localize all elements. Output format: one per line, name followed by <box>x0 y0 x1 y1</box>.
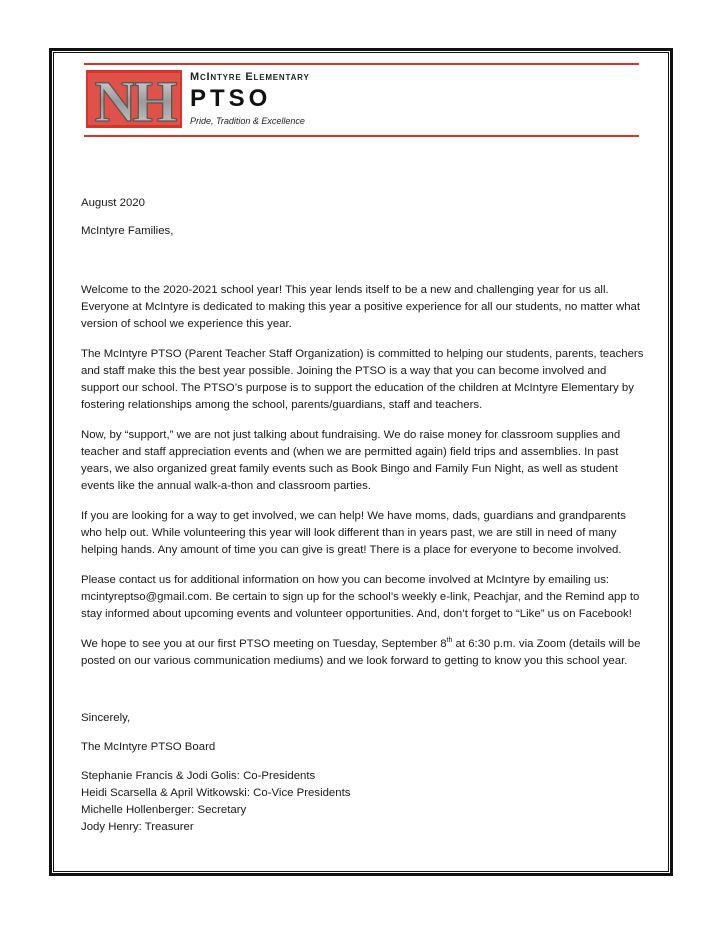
header-top-rule <box>84 63 639 65</box>
officer-line: Michelle Hollenberger: Secretary <box>81 804 247 816</box>
school-name: McIntyre Elementary <box>190 71 310 83</box>
header-bottom-rule <box>84 135 639 137</box>
officer-line: Jody Henry: Treasurer <box>81 821 194 833</box>
paragraph-ptso-intro: The McIntyre PTSO (Parent Teacher Staff Organization) is committed to helping our students, parents, teachers and staff make this the best year possible. Joining the PTSO is a way that you can become involved and support our school. The PTSO’s purpose is to support the education of the children at McIntyre Elementary by fostering relationships among the school, parents/guardians, staff and teachers. <box>81 348 644 411</box>
letter-date: August 2020 <box>81 197 145 209</box>
meeting-text-end: at 6:30 p.m. via Zoom (details will be posted on our various communication mediums) and we look forward to getting to know you this school year. <box>81 638 641 667</box>
nh-logo <box>86 70 182 128</box>
paragraph-contact: Please contact us for additional information on how you can become involved at McIntyre by emailing us: mcintyreptso@gmail.com. Be certain to sign up for the school’s weekly e-link, Peachjar, and the Remind app to stay informed about upcoming events and volunteer opportunities. And, don’t forget to “Like” us on Facebook! <box>81 574 640 620</box>
officer-line: Stephanie Francis & Jodi Golis: Co-Presidents <box>81 770 316 782</box>
paragraph-meeting <box>81 636 647 670</box>
officer-line: Heidi Scarsella & April Witkowski: Co-Vice Presidents <box>81 787 351 799</box>
letter-signature: The McIntyre PTSO Board <box>81 741 216 753</box>
logo-letters: NH <box>94 70 174 128</box>
tagline: Pride, Tradition & Excellence <box>190 116 305 126</box>
paragraph-get-involved: If you are looking for a way to get involved, we can help! We have moms, dads, guardians and grandparents who help out. While volunteering this year will look different than in years past, we are still in need of many helping hands. Any amount of time you can give is great! There is a place for everyone to become involved. <box>81 510 626 556</box>
meeting-date-suffix: th <box>446 637 453 645</box>
meeting-text-start: We hope to see you at our first PTSO meeting on Tuesday, September 8 <box>81 638 447 650</box>
paragraph-support: Now, by “support,” we are not just talking about fundraising. We do raise money for classroom supplies and teacher and staff appreciation events and (when we are permitted again) field trips and assemblies. In past years, we also organized great family events such as Book Bingo and Family Fun Night, as well as student events like the annual walk-a-thon and classroom parties. <box>81 429 621 492</box>
letter-closing: Sincerely, <box>81 712 131 724</box>
masthead <box>190 70 310 127</box>
org-name: PTSO <box>190 85 272 112</box>
officer-list <box>81 768 647 836</box>
letter-salutation: McIntyre Families, <box>81 225 174 237</box>
paragraph-welcome: Welcome to the 2020-2021 school year! This year lends itself to be a new and challenging year for us all. Everyone at McIntyre is dedicated to making this year a positive experience for all our students, no matter what version of school we experience this year. <box>81 284 641 330</box>
